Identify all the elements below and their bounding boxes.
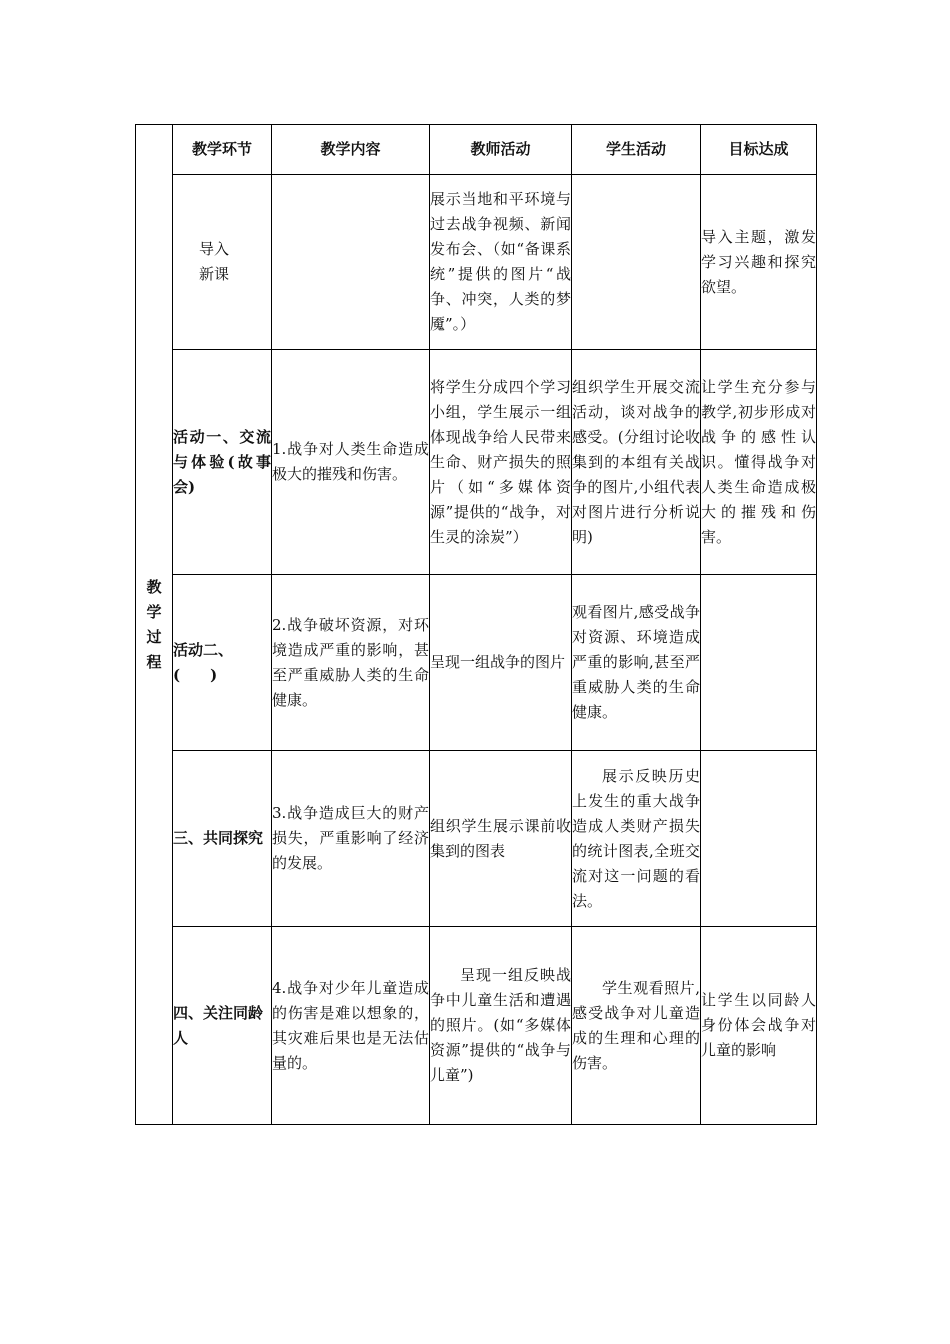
header-goal: 目标达成 — [701, 125, 817, 175]
student-cell — [572, 175, 701, 350]
header-content: 教学内容 — [272, 125, 430, 175]
table-row — [136, 751, 817, 927]
teacher-cell: 呈现一组反映战争中儿童生活和遭遇的照片。(如“多媒体资源”提供的“战争与儿童”) — [430, 927, 572, 1125]
header-teacher: 教师活动 — [430, 125, 572, 175]
table-row — [136, 927, 817, 1125]
teacher-cell: 呈现一组战争的图片 — [430, 575, 572, 751]
stage-cell — [173, 175, 272, 350]
content-cell — [272, 175, 430, 350]
header-stage: 教学环节 — [173, 125, 272, 175]
goal-cell: 让学生充分参与教学,初步形成对战争的感性认识。懂得战争对人类生命造成极大的摧残和伤害。 — [701, 350, 817, 575]
content-cell: 4.战争对少年儿童造成的伤害是难以想象的，其灾难后果也是无法估量的。 — [272, 927, 430, 1125]
stage-text: 导入新课 — [199, 240, 230, 283]
side-label-cell — [136, 125, 173, 1125]
header-row — [136, 125, 817, 175]
content-cell: 3.战争造成巨大的财产损失，严重影响了经济的发展。 — [272, 751, 430, 927]
stage-cell: 活动二、( ) — [173, 575, 272, 751]
goal-cell: 让学生以同龄人身份体会战争对儿童的影响 — [701, 927, 817, 1125]
stage-cell: 三、共同探究 — [173, 751, 272, 927]
goal-cell — [701, 751, 817, 927]
stage-cell: 活动一、交流与体验(故事会) — [173, 350, 272, 575]
stage-cell: 四、关注同龄人 — [173, 927, 272, 1125]
content-cell: 2.战争破坏资源，对环境造成严重的影响，甚至严重威胁人类的生命健康。 — [272, 575, 430, 751]
goal-cell — [701, 575, 817, 751]
side-label: 教学过程 — [146, 577, 162, 671]
goal-cell: 导入主题，激发学习兴趣和探究欲望。 — [701, 175, 817, 350]
student-cell: 展示反映历史上发生的重大战争造成人类财产损失的统计图表,全班交流对这一问题的看法。 — [572, 751, 701, 927]
student-cell: 学生观看照片,感受战争对儿童造成的生理和心理的伤害。 — [572, 927, 701, 1125]
student-cell: 观看图片,感受战争对资源、环境造成严重的影响,甚至严重威胁人类的生命健康。 — [572, 575, 701, 751]
teacher-cell: 组织学生展示课前收集到的图表 — [430, 751, 572, 927]
lesson-plan-table — [135, 124, 817, 1125]
content-cell: 1.战争对人类生命造成极大的摧残和伤害。 — [272, 350, 430, 575]
table-row — [136, 575, 817, 751]
header-student: 学生活动 — [572, 125, 701, 175]
student-cell: 组织学生开展交流活动，谈对战争的感受。(分组讨论收集到的本组有关战争的图片,小组代表对图片进行分析说明) — [572, 350, 701, 575]
teacher-cell: 将学生分成四个学习小组，学生展示一组体现战争给人民带来生命、财产损失的照片（如“多媒体资源”提供的“战争，对生灵的涂炭”） — [430, 350, 572, 575]
table-row — [136, 175, 817, 350]
table-row — [136, 350, 817, 575]
teacher-cell: 展示当地和平环境与过去战争视频、新闻发布会、（如“备课系统”提供的图片“战争、冲突，人类的梦魇”。） — [430, 175, 572, 350]
